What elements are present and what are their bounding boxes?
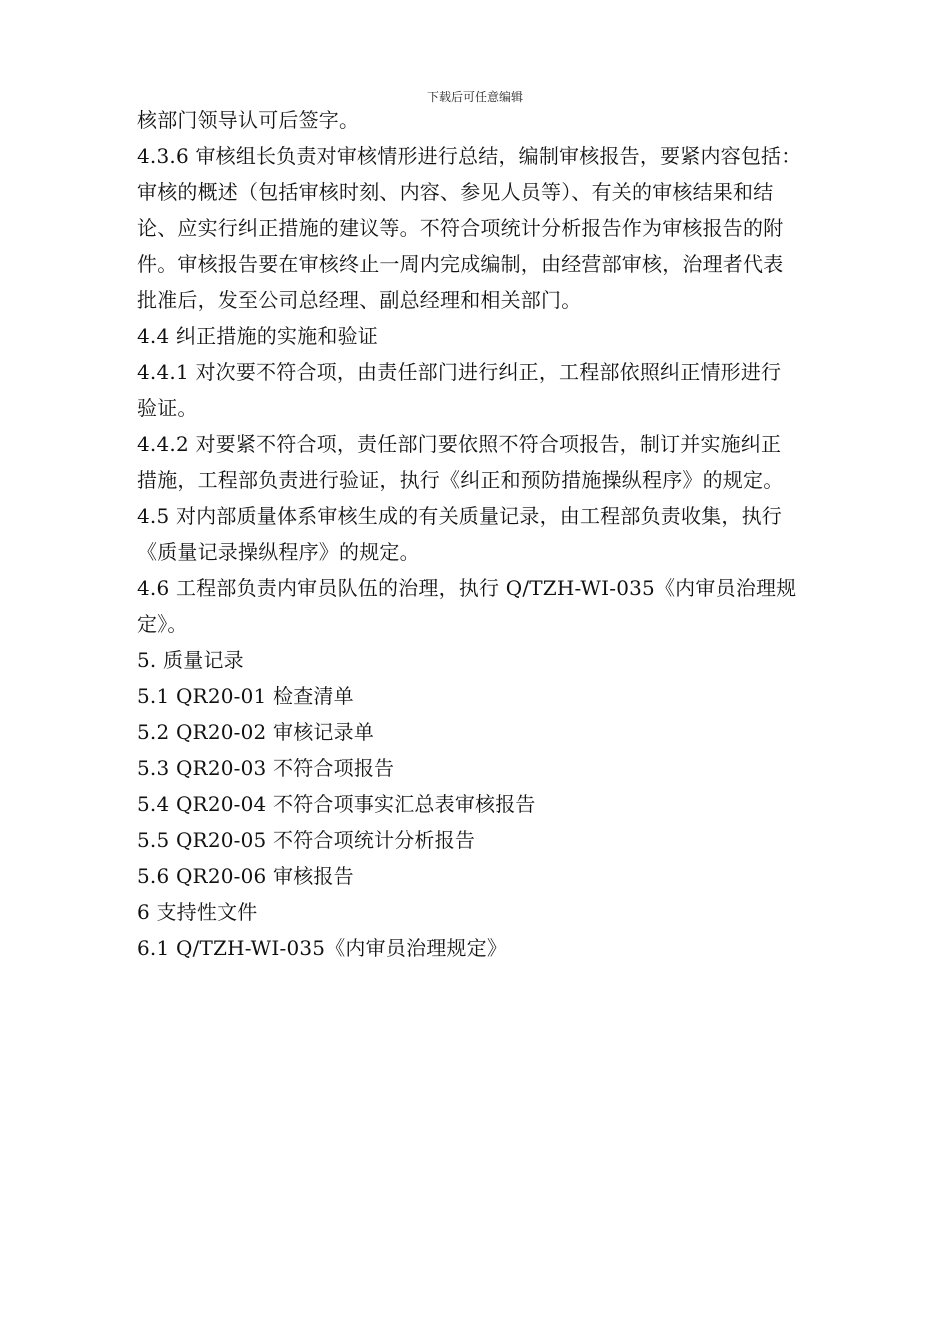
text-line: 4.5 对内部质量体系审核生成的有关质量记录，由工程部负责收集，执行 (137, 504, 782, 528)
text-line: 审核的概述（包括审核时刻、内容、参见人员等）、有关的审核结果和结 (137, 180, 774, 204)
section-heading: 5. 质量记录 (137, 648, 244, 672)
document-body (137, 102, 865, 966)
text-line: 4.4.2 对要紧不符合项，责任部门要依照不符合项报告，制订并实施纠正 (137, 432, 782, 456)
record-item: 5.2 QR20-02 审核记录单 (137, 720, 375, 744)
text-line: 批准后，发至公司总经理、副总经理和相关部门。 (137, 288, 582, 312)
page-header: 下载后可任意编辑 (426, 90, 523, 104)
supporting-document-item: 6.1 Q/TZH-WI-035《内审员治理规定》 (137, 936, 508, 960)
section-heading: 6 支持性文件 (137, 900, 258, 924)
text-line: 4.4.1 对次要不符合项，由责任部门进行纠正，工程部依照纠正情形进行 (137, 360, 782, 384)
text-line: 措施，工程部负责进行验证，执行《纠正和预防措施操纵程序》的规定。 (137, 468, 784, 492)
record-item: 5.3 QR20-03 不符合项报告 (137, 756, 395, 780)
record-item: 5.4 QR20-04 不符合项事实汇总表审核报告 (137, 792, 536, 816)
text-line: 件。审核报告要在审核终止一周内完成编制，由经营部审核，治理者代表 (137, 252, 784, 276)
text-line: 论、应实行纠正措施的建议等。不符合项统计分析报告作为审核报告的附 (137, 216, 784, 240)
text-line: 《质量记录操纵程序》的规定。 (137, 540, 420, 564)
record-item: 5.5 QR20-05 不符合项统计分析报告 (137, 828, 476, 852)
text-line: 核部门领导认可后签字。 (137, 108, 360, 132)
text-line: 4.3.6 审核组长负责对审核情形进行总结，编制审核报告，要紧内容包括： (137, 144, 802, 168)
text-line: 定》。 (137, 612, 188, 636)
text-line: 验证。 (137, 396, 198, 420)
record-item: 5.6 QR20-06 审核报告 (137, 864, 354, 888)
section-heading: 4.4 纠正措施的实施和验证 (137, 324, 378, 348)
record-item: 5.1 QR20-01 检查清单 (137, 684, 354, 708)
text-line: 4.6 工程部负责内审员队伍的治理，执行 Q/TZH-WI-035《内审员治理规 (137, 576, 797, 600)
